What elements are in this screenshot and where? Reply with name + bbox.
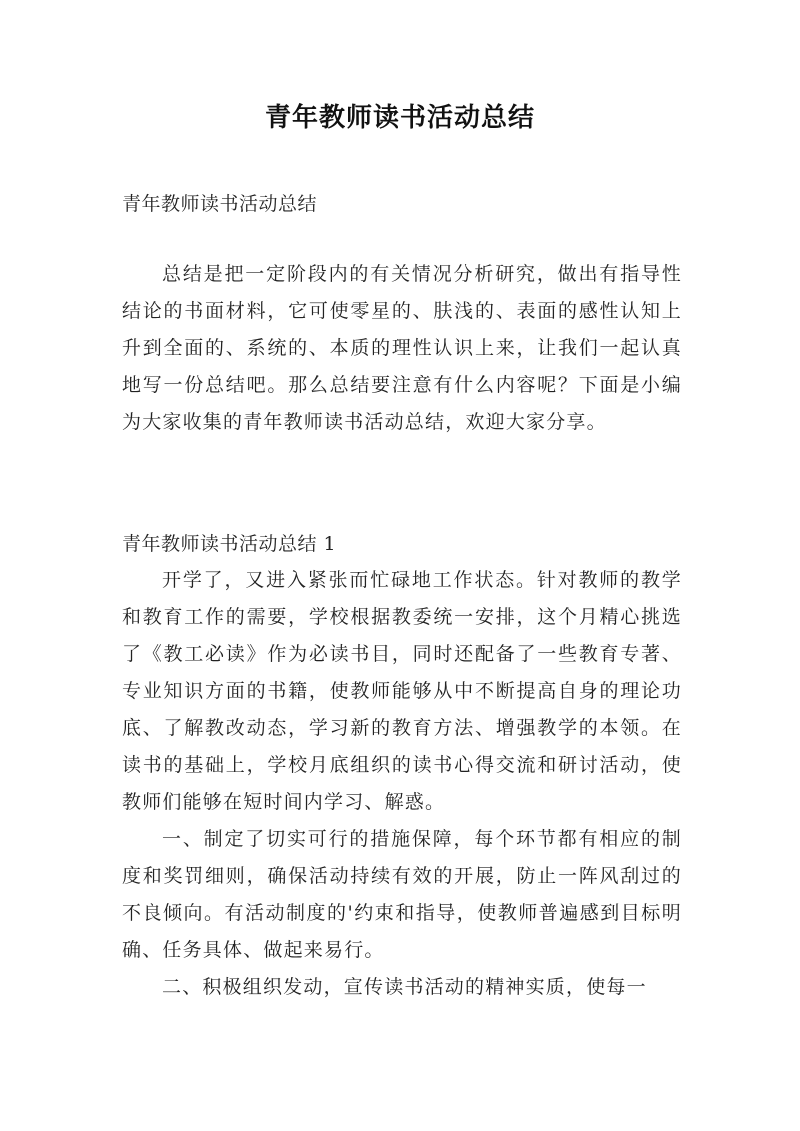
section-paragraph-1: 开学了，又进入紧张而忙碌地工作状态。针对教师的教学和教育工作的需要，学校根据教委统一安排，这个月精心挑选了《教工必读》作为必读书目，同时还配备了一些教育专著、专业知识方面的书籍，使教师能够从中不断提高自身的理论功底、了解教改动态，学习新的教育方法、增强教学的本领。在读书的基础上，学校月底组织的读书心得交流和研讨活动，使教师们能够在短时间内学习、解惑。 bbox=[122, 569, 682, 813]
document-title: 青年教师读书活动总结 bbox=[264, 103, 535, 133]
document-subtitle: 青年教师读书活动总结 bbox=[122, 193, 318, 215]
section-heading: 青年教师读书活动总结 1 bbox=[122, 533, 337, 555]
intro-paragraph: 总结是把一定阶段内的有关情况分析研究，做出有指导性结论的书面材料，它可使零星的、肤浅的、表面的感性认知上升到全面的、系统的、本质的理性认识上来，让我们一起认真地写一份总结吧。那么总结要注意有什么内容呢？下面是小编为大家收集的青年教师读书活动总结，欢迎大家分享。 bbox=[122, 263, 682, 433]
section-paragraph-2: 一、制定了切实可行的措施保障，每个环节都有相应的制度和奖罚细则，确保活动持续有效的开展，防止一阵风刮过的不良倾向。有活动制度的'约束和指导，使教师普遍感到目标明确、任务具体、做起来易行。 bbox=[122, 828, 682, 961]
section-paragraph-3: 二、积极组织发动，宣传读书活动的精神实质，使每一 bbox=[162, 976, 647, 998]
section-body bbox=[122, 562, 682, 1006]
